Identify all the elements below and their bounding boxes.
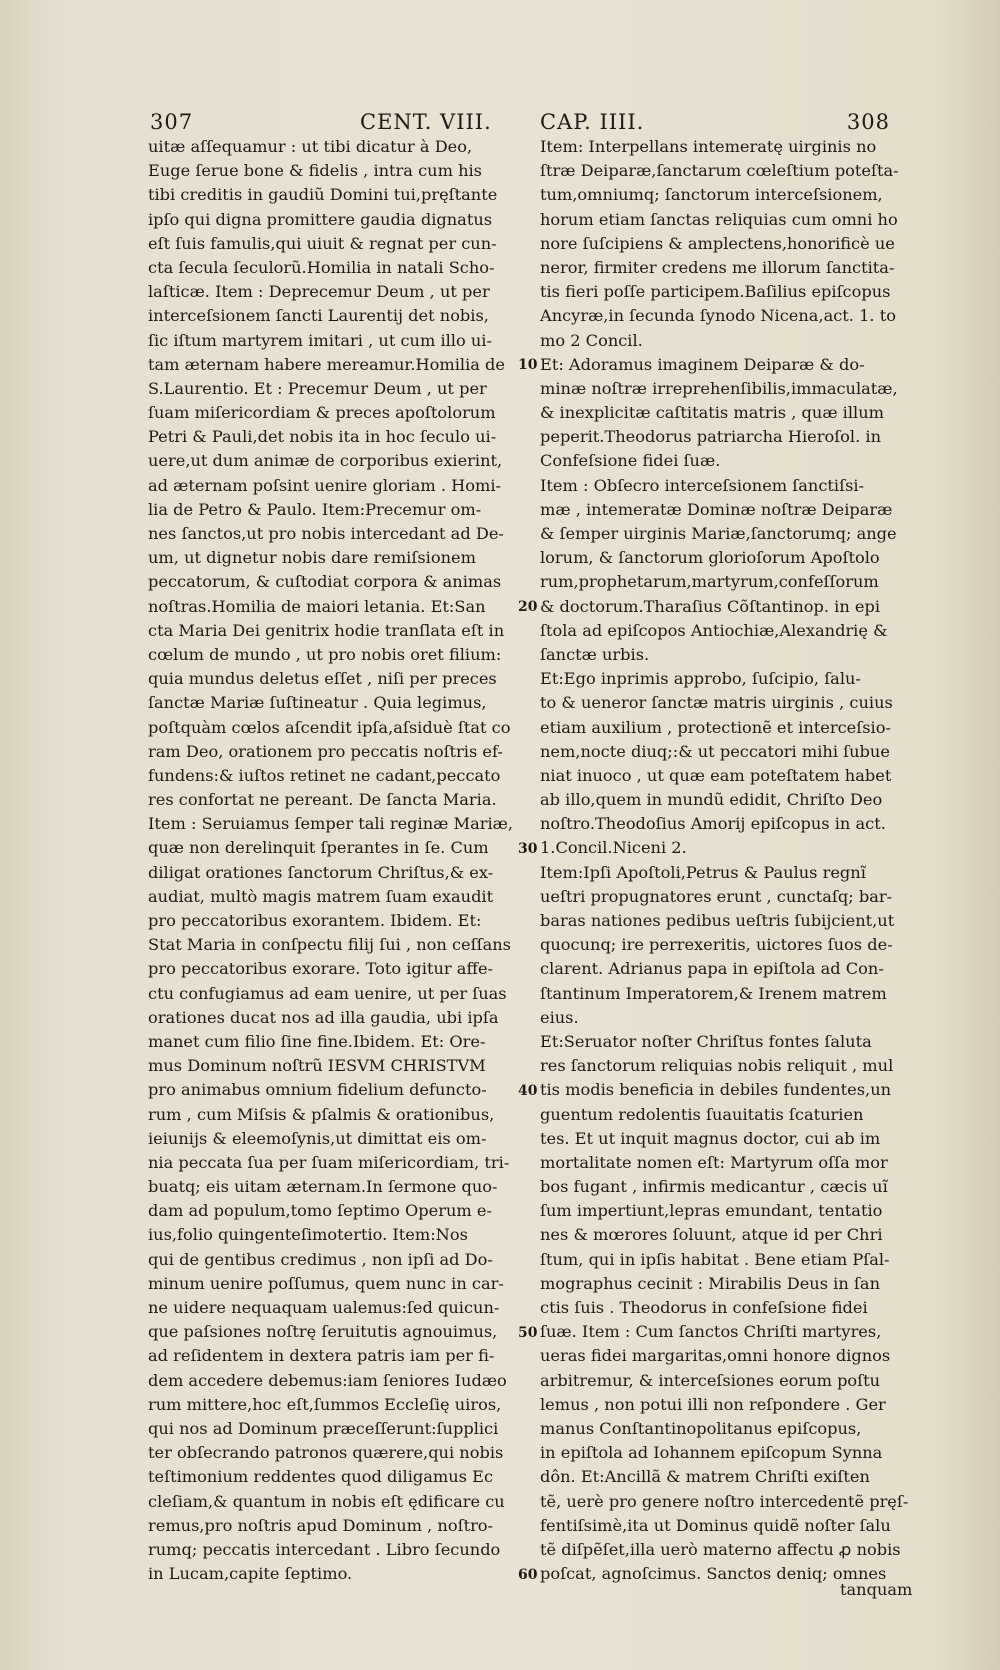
text-line: ueras fidei margaritas,omni honore dignos [540, 1346, 891, 1366]
line-number: 50 [518, 1324, 538, 1341]
text-line: quocunq; ire perrexeritis, uictores ſuos de- [540, 935, 893, 955]
text-line: baras nationes pedibus ueſtris ſubijcient,ut [540, 911, 895, 930]
text-line: poſtquàm cœlos aſcendit ipſa,aſsiduè ſtat co [148, 717, 511, 737]
text-line: ſtola ad epiſcopos Antiochiæ,Alexandrię & [540, 620, 888, 640]
text-line: ne uidere nequaquam ualemus:ſed quicun- [148, 1298, 500, 1317]
text-line: Euge ſerue bone & fidelis , intra cum his [148, 161, 482, 181]
text-line: res confortat ne pereant. De ſancta Maria. [148, 790, 497, 810]
page-number-right: 308 [846, 110, 890, 134]
text-line: nes ſanctos,ut pro nobis intercedant ad De- [148, 524, 504, 543]
text-line: Et:Seruator noſter Chriſtus fontes ſaluta [540, 1031, 872, 1051]
text-line: Item : Obſecro interceſsionem ſanctiſsi- [540, 475, 865, 495]
text-line: ſanctæ urbis. [540, 644, 650, 664]
text-line: ueſtri propugnatores erunt , cunctaſq; bar- [540, 886, 893, 906]
text-line: dam ad populum,tomo ſeptimo Operum e- [148, 1201, 492, 1221]
text-line: cta Maria Dei genitrix hodie tranſlata eſt in [148, 620, 505, 640]
text-line: Item: Interpellans intemeratę uirginis no [540, 137, 877, 156]
line-number: 20 [518, 598, 538, 615]
text-line: noſtro.Theodoſius Amorij epiſcopus in act. [540, 814, 886, 834]
text-line: ipſo qui digna promittere gaudia dignatus [148, 209, 493, 229]
text-line: dem accedere debemus:iam ſeniores Iudæo [148, 1370, 507, 1390]
text-line: audiat, multò magis matrem ſuam exaudit [148, 886, 494, 906]
text-line: que paſsiones noſtrę ſeruitutis agnouimus, [148, 1322, 498, 1342]
text-line: ſanctæ Mariæ ſuſtineatur . Quia legimus, [148, 693, 487, 713]
text-line: tam æternam habere mereamur.Homilia de [148, 354, 506, 374]
text-line: qui de gentibus credimus , non ipſi ad Do- [148, 1249, 493, 1269]
text-line: peccatorum, & cuſtodiat corpora & animas [148, 572, 502, 592]
text-line: tẽ, uerè pro genere noſtro intercedentẽ pręſ- [540, 1491, 909, 1511]
text-line: fundens:& iuſtos retinet ne cadant,peccato [148, 765, 501, 785]
text-line: tes. Et ut inquit magnus doctor, cui ab im [540, 1128, 881, 1148]
right-text-column [540, 135, 912, 1586]
text-line: pro peccatoribus exorantem. Ibidem. Et: [148, 911, 482, 930]
text-line: pro animabus omnium fidelium defuncto- [148, 1080, 487, 1100]
text-line: tẽ diſpẽſet,illa uerò materno affectu ꝓ nobis [540, 1539, 901, 1559]
text-line: Confeſsione fidei ſuæ. [540, 451, 721, 471]
text-line: nem,nocte diuq;:& ut peccatori mihi ſubue [540, 741, 890, 761]
text-line: horum etiam ſanctas reliquias cum omni ho [540, 209, 898, 229]
text-line: uitæ aſſequamur : ut tibi dicatur à Deo, [148, 137, 473, 156]
text-line: Et: Adoramus imaginem Deiparæ & do- [540, 354, 865, 374]
text-line: dôn. Et:Ancillã & matrem Chriſti exiſten [540, 1467, 870, 1487]
text-line: quæ non derelinquit ſperantes in ſe. Cum [148, 838, 489, 858]
text-line: ram Deo, orationem pro peccatis noſtris ef- [148, 741, 503, 761]
text-line: manus Conſtantinopolitanus epiſcopus, [540, 1418, 862, 1438]
line-number: 10 [518, 356, 538, 373]
text-line: tibi creditis in gaudiũ Domini tui,pręſtante [148, 185, 498, 205]
text-line: manet cum filio ſine fine.Ibidem. Et: Ore- [148, 1031, 486, 1051]
catchword: tanquam [840, 1580, 913, 1599]
text-line: bos fugant , infirmis medicantur , cæcis uĩ [540, 1177, 888, 1197]
text-line: rum , cum Miſsis & pſalmis & orationibus, [148, 1104, 495, 1124]
text-line: quia mundus deletus eſſet , niſi per preces [148, 669, 497, 689]
text-line: mo 2 Concil. [540, 330, 643, 350]
text-line: um, ut dignetur nobis dare remiſsionem [148, 548, 476, 568]
text-line: ſtræ Deiparæ,ſanctarum cœleſtium poteſta- [540, 161, 899, 181]
text-line: tum,omniumq; ſanctorum interceſsionem, [540, 185, 883, 205]
text-line: laſticæ. Item : Deprecemur Deum , ut per [148, 282, 490, 302]
text-line: cleſiam,& quantum in nobis eſt ędificare cu [148, 1491, 505, 1511]
text-line: ad æternam poſsint uenire gloriam . Homi- [148, 475, 501, 495]
text-line: Stat Maria in conſpectu filij ſui , non ceſſans [148, 935, 511, 955]
text-line: tis fieri poſſe participem.Baſilius epiſcopus [540, 282, 891, 302]
text-line: to & ueneror ſanctæ matris uirginis , cuius [540, 693, 893, 713]
text-line: cta ſecula ſeculorũ.Homilia in natali Scho- [148, 257, 495, 277]
left-text-column [148, 135, 520, 1586]
text-line: uere,ut dum animæ de corporibus exierint, [148, 451, 503, 471]
text-line: ſum impertiunt,lepras emundant, tentatio [540, 1201, 883, 1221]
text-line: S.Laurentio. Et : Precemur Deum , ut per [148, 378, 487, 398]
text-line: guentum redolentis ſuauitatis ſcaturien [540, 1104, 864, 1124]
text-line: lemus , non potui illi non reſpondere . Ger [540, 1394, 886, 1414]
text-line: ſtantinum Imperatorem,& Irenem matrem [540, 983, 887, 1003]
text-line: nore ſuſcipiens & amplectens,honorificè ue [540, 233, 895, 253]
text-line: neror, firmiter credens me illorum ſanctita- [540, 257, 895, 277]
text-line: & inexplicitæ caſtitatis matris , quæ illum [540, 403, 884, 423]
text-line: buatq; eis uitam æternam.In ſermone quo- [148, 1177, 498, 1197]
text-line: etiam auxilium , protectionẽ et interceſsio- [540, 717, 891, 737]
text-line: Ancyræ,in ſecunda ſynodo Nicena,act. 1. to [540, 306, 896, 326]
text-line: ter obſecrando patronos quærere,qui nobis [148, 1443, 504, 1463]
text-line: res ſanctorum reliquias nobis reliquit , mul [540, 1056, 894, 1076]
text-line: ctis ſuis . Theodorus in confeſsione fidei [540, 1298, 868, 1317]
line-number: 60 [518, 1566, 538, 1583]
text-line: pro peccatoribus exorare. Toto igitur affe- [148, 959, 493, 979]
text-line: minæ noſtræ irreprehenſibilis,immaculatæ, [540, 378, 898, 398]
text-line: ſic iſtum martyrem imitari , ut cum illo ui- [148, 330, 492, 350]
text-line: qui nos ad Dominum præceſſerunt:ſupplici [148, 1418, 499, 1438]
text-line: peperit.Theodorus patriarcha Hieroſol. in [540, 427, 881, 447]
text-line: rum,prophetarum,martyrum,confeſſorum [540, 572, 879, 592]
text-line: niat inuoco , ut quæ eam poteſtatem habet [540, 765, 892, 785]
running-head-right: CAP. IIII. [540, 110, 645, 134]
text-line: poſcat, agnoſcimus. Sanctos deniq; omnes [540, 1564, 887, 1584]
text-line: in epiſtola ad Iohannem epiſcopum Synna [540, 1443, 883, 1463]
text-line: ab illo,quem in mundũ edidit, Chriſto Deo [540, 790, 883, 810]
line-number: 30 [518, 840, 538, 857]
text-line: ſuæ. Item : Cum ſanctos Chriſti martyres, [540, 1322, 882, 1342]
page-number-left: 307 [150, 110, 194, 134]
text-line: diligat orationes ſanctorum Chriſtus,& ex- [148, 862, 494, 882]
text-line: ſuam miſericordiam & preces apoſtolorum [148, 403, 496, 423]
text-line: ius,folio quingenteſimotertio. Item:Nos [148, 1225, 468, 1245]
text-line: rum mittere,hoc eſt,ſummos Eccleſię uiros, [148, 1394, 502, 1414]
text-line: noſtras.Homilia de maiori letania. Et:San [148, 596, 486, 616]
text-line: interceſsionem ſancti Laurentij det nobis, [148, 306, 489, 326]
text-line: nia peccata ſua per ſuam miſericordiam, tri- [148, 1152, 510, 1172]
text-line: cœlum de mundo , ut pro nobis oret filium: [148, 644, 502, 664]
text-line: Petri & Pauli,det nobis ita in hoc ſeculo ui- [148, 427, 497, 447]
page-header [150, 110, 890, 136]
text-line: clarent. Adrianus papa in epiſtola ad Con- [540, 959, 884, 979]
text-line: mographus cecinit : Mirabilis Deus in ſan [540, 1273, 880, 1293]
text-line: in Lucam,capite ſeptimo. [148, 1564, 353, 1584]
text-line: arbitremur, & interceſsiones eorum poſtu [540, 1370, 881, 1390]
text-line: minum uenire poſſumus, quem nunc in car- [148, 1273, 504, 1293]
text-line: 1.Concil.Niceni 2. [540, 838, 687, 858]
text-line: eſt ſuis famulis,qui uiuit & regnat per cun- [148, 233, 497, 253]
text-line: rumq; peccatis intercedant . Libro ſecundo [148, 1539, 501, 1559]
text-line: ad reſidentem in dextera patris iam per fi- [148, 1346, 495, 1366]
running-head-left: CENT. VIII. [360, 110, 492, 134]
text-line: Item : Seruiamus ſemper tali reginæ Mariæ, [148, 814, 514, 834]
text-line: eius. [540, 1007, 579, 1027]
text-line: lia de Petro & Paulo. Item:Precemur om- [148, 499, 482, 519]
text-line: Et:Ego inprimis approbo, ſuſcipio, ſalu- [540, 669, 861, 689]
text-line: nes & mœrores ſoluunt, atque id per Chri [540, 1225, 883, 1245]
text-line: mus Dominum noſtrũ IESVM CHRISTVM [148, 1056, 486, 1076]
text-line: lorum, & ſanctorum glorioſorum Apoſtolo [540, 548, 880, 568]
text-line: & doctorum.Tharaſius Cõſtantinop. in epi [540, 596, 881, 616]
text-line: teſtimonium reddentes quod diligamus Ec [148, 1467, 494, 1487]
text-line: mæ , intemeratæ Dominæ noſtræ Deiparæ [540, 499, 893, 519]
text-line: ieiunijs & eleemoſynis,ut dimittat eis om- [148, 1128, 487, 1148]
text-line: remus,pro noſtris apud Dominum , noſtro- [148, 1515, 494, 1535]
text-line: ctu confugiamus ad eam uenire, ut per ſuas [148, 983, 507, 1003]
text-line: fentiſsimè,ita ut Dominus quidẽ noſter ſalu [540, 1515, 891, 1535]
text-line: Item:Ipſi Apoſtoli,Petrus & Paulus regnĩ [540, 862, 866, 882]
line-number: 40 [518, 1082, 538, 1099]
text-line: orationes ducat nos ad illa gaudia, ubi ipſa [148, 1007, 499, 1027]
text-line: ſtum, qui in ipſis habitat . Bene etiam Pſal- [540, 1249, 890, 1269]
text-line: & ſemper uirginis Mariæ,ſanctorumq; ange [540, 524, 897, 543]
text-line: mortalitate nomen eſt: Martyrum oſſa mor [540, 1152, 888, 1172]
text-line: tis modis beneficia in debiles fundentes,un [540, 1080, 892, 1100]
